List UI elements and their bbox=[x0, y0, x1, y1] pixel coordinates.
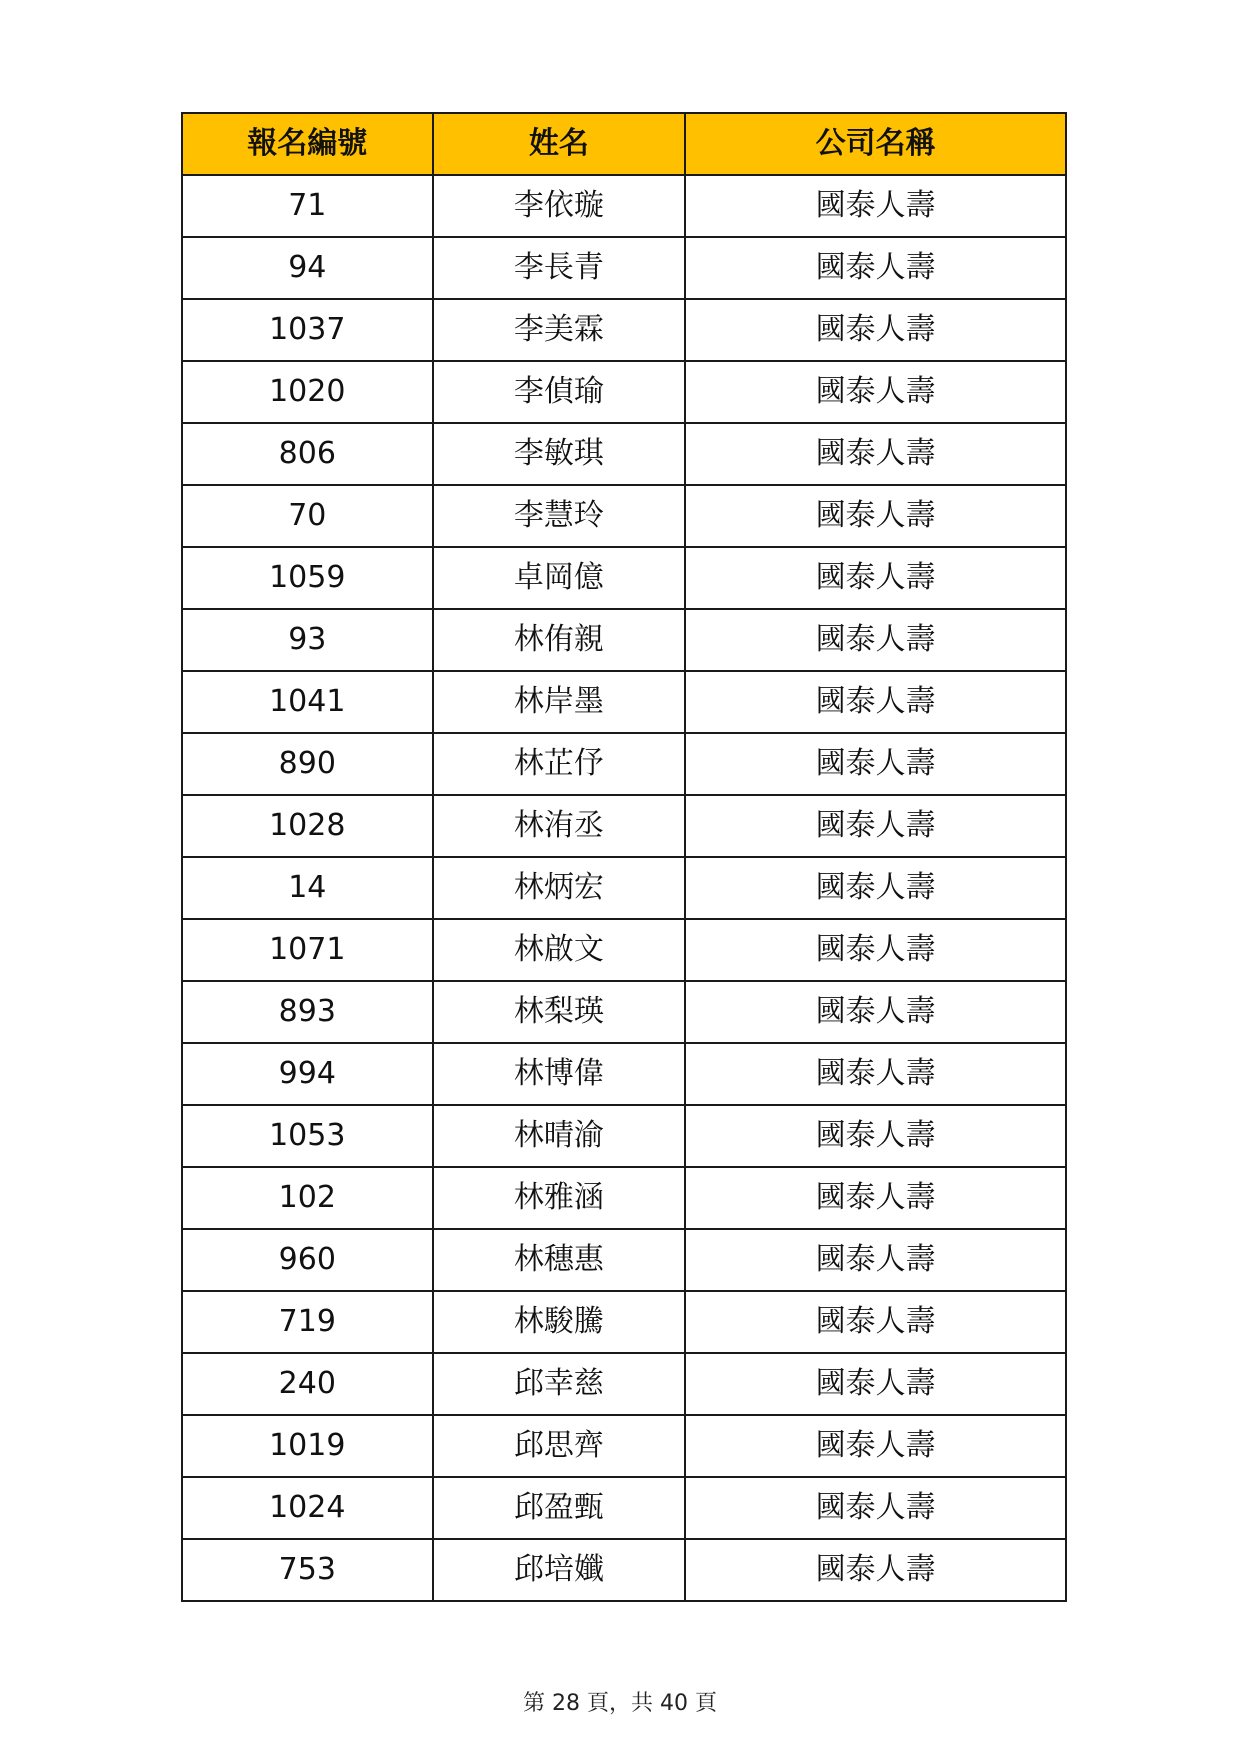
page-number-text: 第 28 頁，共 40 頁 bbox=[523, 1691, 717, 1716]
cell-registration-number: 14 bbox=[182, 857, 433, 919]
cell-registration-number: 753 bbox=[182, 1539, 433, 1601]
page-footer bbox=[0, 1686, 1240, 1717]
table-row bbox=[182, 919, 1066, 981]
cell-name: 李美霖 bbox=[433, 299, 686, 361]
cell-company-name: 國泰人壽 bbox=[685, 485, 1066, 547]
cell-company-name: 國泰人壽 bbox=[685, 1043, 1066, 1105]
table-row bbox=[182, 547, 1066, 609]
cell-company-name: 國泰人壽 bbox=[685, 1229, 1066, 1291]
cell-company-name: 國泰人壽 bbox=[685, 1167, 1066, 1229]
cell-name: 邱盈甄 bbox=[433, 1477, 686, 1539]
cell-registration-number: 240 bbox=[182, 1353, 433, 1415]
table-row bbox=[182, 299, 1066, 361]
table-row bbox=[182, 361, 1066, 423]
cell-name: 邱培孅 bbox=[433, 1539, 686, 1601]
cell-name: 林梨瑛 bbox=[433, 981, 686, 1043]
cell-registration-number: 1020 bbox=[182, 361, 433, 423]
cell-registration-number: 102 bbox=[182, 1167, 433, 1229]
cell-registration-number: 1019 bbox=[182, 1415, 433, 1477]
cell-company-name: 國泰人壽 bbox=[685, 175, 1066, 237]
cell-name: 李依璇 bbox=[433, 175, 686, 237]
cell-name: 李慧玲 bbox=[433, 485, 686, 547]
cell-registration-number: 1028 bbox=[182, 795, 433, 857]
cell-company-name: 國泰人壽 bbox=[685, 919, 1066, 981]
cell-registration-number: 1071 bbox=[182, 919, 433, 981]
table-row bbox=[182, 1291, 1066, 1353]
cell-name: 林晴渝 bbox=[433, 1105, 686, 1167]
table-header bbox=[182, 113, 1066, 175]
registration-table bbox=[181, 112, 1067, 1602]
cell-registration-number: 1059 bbox=[182, 547, 433, 609]
cell-name: 林啟文 bbox=[433, 919, 686, 981]
cell-registration-number: 71 bbox=[182, 175, 433, 237]
cell-registration-number: 719 bbox=[182, 1291, 433, 1353]
cell-company-name: 國泰人壽 bbox=[685, 1353, 1066, 1415]
cell-company-name: 國泰人壽 bbox=[685, 981, 1066, 1043]
table-row bbox=[182, 795, 1066, 857]
cell-company-name: 國泰人壽 bbox=[685, 299, 1066, 361]
table-row bbox=[182, 857, 1066, 919]
table-row bbox=[182, 1105, 1066, 1167]
table-row bbox=[182, 1229, 1066, 1291]
cell-company-name: 國泰人壽 bbox=[685, 1105, 1066, 1167]
cell-name: 林雅涵 bbox=[433, 1167, 686, 1229]
cell-company-name: 國泰人壽 bbox=[685, 609, 1066, 671]
table-row bbox=[182, 609, 1066, 671]
cell-registration-number: 93 bbox=[182, 609, 433, 671]
cell-registration-number: 994 bbox=[182, 1043, 433, 1105]
cell-name: 林穗惠 bbox=[433, 1229, 686, 1291]
table-row bbox=[182, 1539, 1066, 1601]
cell-company-name: 國泰人壽 bbox=[685, 361, 1066, 423]
cell-company-name: 國泰人壽 bbox=[685, 1477, 1066, 1539]
cell-name: 林駿騰 bbox=[433, 1291, 686, 1353]
table-row bbox=[182, 1353, 1066, 1415]
cell-registration-number: 94 bbox=[182, 237, 433, 299]
table-row bbox=[182, 485, 1066, 547]
cell-registration-number: 70 bbox=[182, 485, 433, 547]
table-body bbox=[182, 175, 1066, 1601]
cell-name: 卓岡億 bbox=[433, 547, 686, 609]
header-company-name: 公司名稱 bbox=[685, 113, 1066, 175]
cell-name: 林芷伃 bbox=[433, 733, 686, 795]
table-row bbox=[182, 1415, 1066, 1477]
cell-name: 李敏琪 bbox=[433, 423, 686, 485]
table-row bbox=[182, 175, 1066, 237]
cell-registration-number: 960 bbox=[182, 1229, 433, 1291]
table-row bbox=[182, 981, 1066, 1043]
cell-company-name: 國泰人壽 bbox=[685, 733, 1066, 795]
cell-registration-number: 890 bbox=[182, 733, 433, 795]
table-row bbox=[182, 1477, 1066, 1539]
cell-name: 林岸墨 bbox=[433, 671, 686, 733]
cell-name: 林侑親 bbox=[433, 609, 686, 671]
cell-registration-number: 1037 bbox=[182, 299, 433, 361]
cell-company-name: 國泰人壽 bbox=[685, 1539, 1066, 1601]
table-row bbox=[182, 733, 1066, 795]
cell-registration-number: 1053 bbox=[182, 1105, 433, 1167]
table-row bbox=[182, 1167, 1066, 1229]
cell-registration-number: 1041 bbox=[182, 671, 433, 733]
cell-company-name: 國泰人壽 bbox=[685, 671, 1066, 733]
cell-name: 邱幸慈 bbox=[433, 1353, 686, 1415]
cell-name: 林博偉 bbox=[433, 1043, 686, 1105]
cell-company-name: 國泰人壽 bbox=[685, 1291, 1066, 1353]
cell-registration-number: 1024 bbox=[182, 1477, 433, 1539]
table-row bbox=[182, 237, 1066, 299]
cell-company-name: 國泰人壽 bbox=[685, 237, 1066, 299]
cell-company-name: 國泰人壽 bbox=[685, 1415, 1066, 1477]
cell-registration-number: 893 bbox=[182, 981, 433, 1043]
cell-name: 邱思齊 bbox=[433, 1415, 686, 1477]
cell-registration-number: 806 bbox=[182, 423, 433, 485]
header-row bbox=[182, 113, 1066, 175]
cell-company-name: 國泰人壽 bbox=[685, 795, 1066, 857]
header-name: 姓名 bbox=[433, 113, 686, 175]
cell-company-name: 國泰人壽 bbox=[685, 547, 1066, 609]
cell-company-name: 國泰人壽 bbox=[685, 423, 1066, 485]
table-row bbox=[182, 1043, 1066, 1105]
header-registration-number: 報名編號 bbox=[182, 113, 433, 175]
cell-name: 李偵瑜 bbox=[433, 361, 686, 423]
table-row bbox=[182, 671, 1066, 733]
cell-name: 李長青 bbox=[433, 237, 686, 299]
table-row bbox=[182, 423, 1066, 485]
cell-company-name: 國泰人壽 bbox=[685, 857, 1066, 919]
cell-name: 林洧丞 bbox=[433, 795, 686, 857]
cell-name: 林炳宏 bbox=[433, 857, 686, 919]
